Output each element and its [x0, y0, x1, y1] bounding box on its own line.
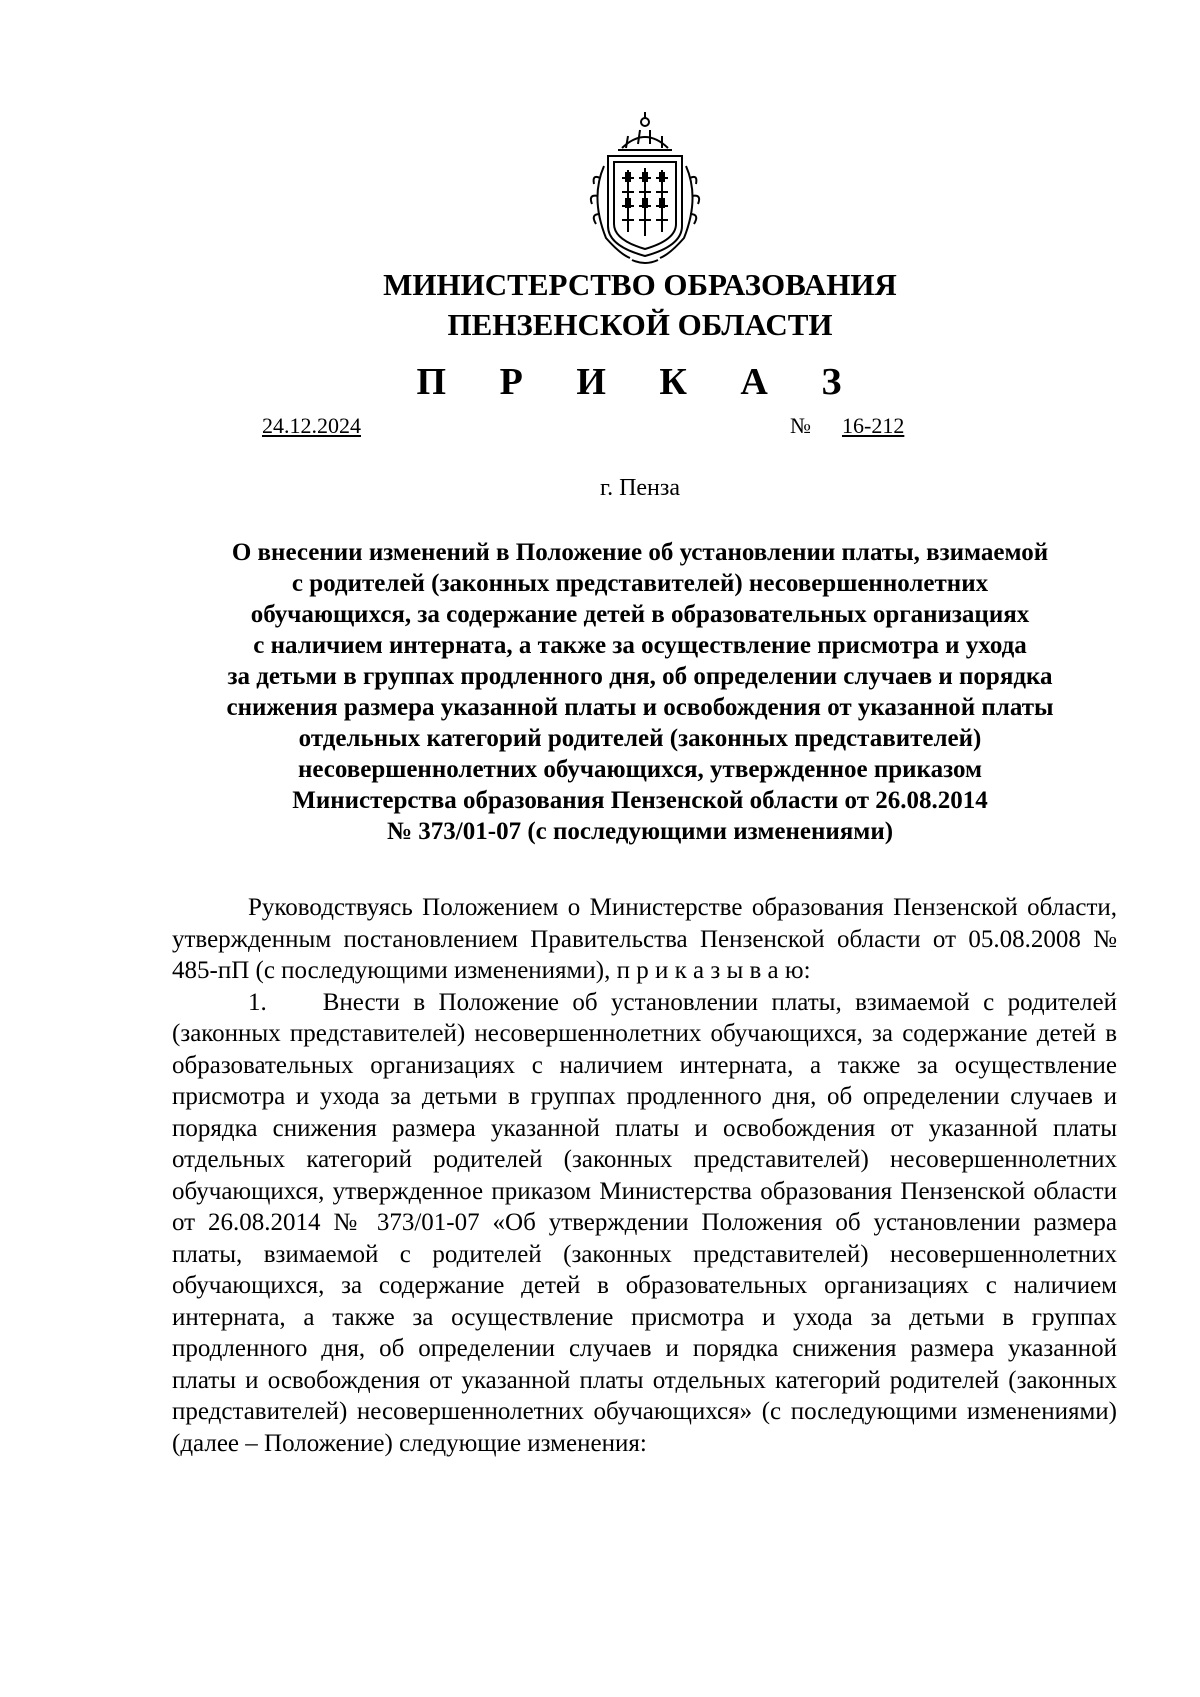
- item-1-number: 1.: [248, 988, 267, 1016]
- city: г. Пенза: [599, 475, 681, 501]
- title-line: отдельных категорий родителей (законных представителей): [298, 725, 982, 752]
- orders-word: п р и к а з ы в а ю:: [616, 957, 811, 984]
- order-date: 24.12.2024: [262, 413, 361, 438]
- title-line: О внесении изменений в Положение об установлении платы, взимаемой: [231, 539, 1049, 566]
- ministry-name-line2: ПЕНЗЕНСКОЙ ОБЛАСТИ: [447, 307, 833, 342]
- ministry-name-line1: МИНИСТЕРСТВО ОБРАЗОВАНИЯ: [383, 267, 897, 302]
- title-line: Министерства образования Пензенской области от 26.08.2014: [292, 787, 988, 814]
- title-line: несовершеннолетних обучающихся, утвержденное приказом: [297, 756, 983, 783]
- preamble-paragraph: [172, 892, 1117, 987]
- document-type: П Р И К А З: [416, 361, 864, 403]
- order-body: [172, 892, 1117, 1459]
- title-line: № 373/01-07 (с последующими изменениями): [386, 818, 894, 845]
- title-line: за детьми в группах продленного дня, об определении случаев и порядка: [227, 663, 1053, 690]
- item-1-text: Внести в Положение об установлении платы, взимаемой с родителей (законных представителей) несовершеннолетних обучающихся, за содержание детей в образовательных организациях с наличием интерната, а также за осуществление присмотра и ухода за детьми в группах продленного дня, об определении случаев и порядка снижения размера указанной платы и освобождения от указанной платы отдельных категорий родителей (законных представителей) несовершеннолетних обучающихся, утвержденное приказом Министерства образования Пензенской области от 26.08.2014 № 373/01-07 «Об утверждении Положения об установлении размера платы, взимаемой с родителей (законных представителей) несовершеннолетних обучающихся, за содержание детей в образовательных организациях с наличием интерната, а также за осуществление присмотра и ухода за детьми в группах продленного дня, об определении случаев и порядка снижения размера указанной платы и освобождения от указанной платы отдельных категорий родителей (законных представителей) несовершеннолетних обучающихся» (с последующими изменениями) (далее – Положение) следующие изменения:: [172, 988, 1117, 1457]
- title-line: с родителей (законных представителей) несовершеннолетних: [291, 570, 989, 597]
- item-1-paragraph: [172, 987, 1117, 1460]
- title-line: снижения размера указанной платы и освобождения от указанной платы: [226, 694, 1054, 721]
- title-line: обучающихся, за содержание детей в образовательных организациях: [250, 601, 1030, 628]
- number-sign: №: [790, 413, 811, 438]
- order-number: 16-212: [842, 413, 905, 438]
- title-line: с наличием интерната, а также за осуществление присмотра и ухода: [253, 632, 1027, 659]
- ministry-name: [0, 265, 1200, 345]
- preamble-text: Руководствуясь Положением о Министерстве образования Пензенской области, утвержденным постановлением Правительства Пензенской области от 05.08.2008 № 485-пП (с последующими изменениями),: [172, 894, 1117, 984]
- coat-of-arms-icon: [570, 108, 720, 268]
- order-title: [160, 537, 1120, 847]
